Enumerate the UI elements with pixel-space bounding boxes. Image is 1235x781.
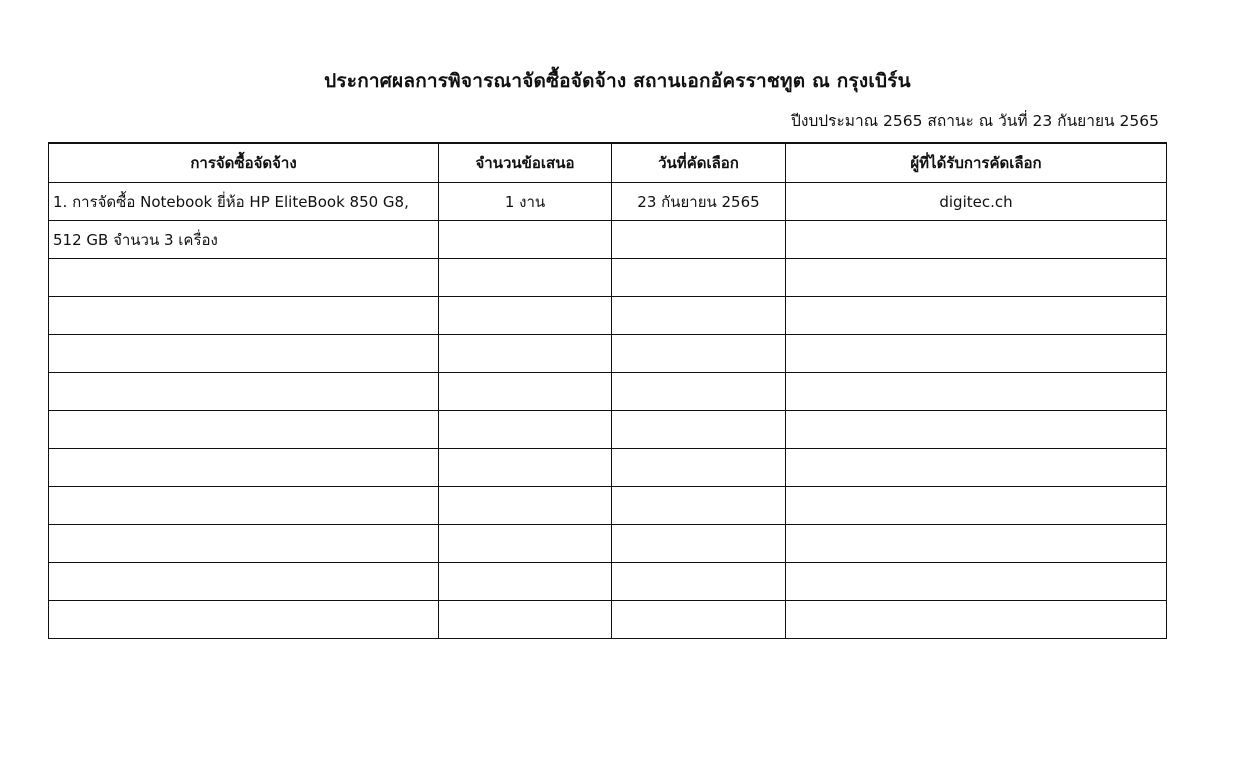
empty-cell <box>612 563 786 601</box>
empty-cell <box>439 487 612 525</box>
empty-cell <box>439 601 612 639</box>
empty-cell <box>439 449 612 487</box>
empty-cell <box>612 601 786 639</box>
table-row <box>49 449 1167 487</box>
table-header-row <box>49 143 1167 183</box>
empty-cell <box>612 525 786 563</box>
empty-cell <box>786 601 1167 639</box>
empty-cell <box>786 297 1167 335</box>
empty-cell <box>786 449 1167 487</box>
empty-cell <box>49 601 439 639</box>
header-winner: ผู้ที่ได้รับการคัดเลือก <box>786 143 1167 183</box>
empty-cell <box>612 221 786 259</box>
empty-cell <box>439 259 612 297</box>
empty-cell <box>49 259 439 297</box>
table-row <box>49 563 1167 601</box>
table-row <box>49 183 1167 221</box>
empty-cell <box>612 259 786 297</box>
empty-cell <box>612 335 786 373</box>
table-row <box>49 259 1167 297</box>
empty-cell <box>439 297 612 335</box>
empty-cell <box>439 335 612 373</box>
header-offers: จำนวนข้อเสนอ <box>439 143 612 183</box>
table-row <box>49 373 1167 411</box>
cell-winner: digitec.ch <box>786 183 1167 221</box>
header-date: วันที่คัดเลือก <box>612 143 786 183</box>
empty-cell <box>49 297 439 335</box>
empty-cell <box>612 487 786 525</box>
empty-cell <box>49 525 439 563</box>
procurement-table <box>48 142 1167 639</box>
empty-cell <box>786 563 1167 601</box>
header-item: การจัดซื้อจัดจ้าง <box>49 143 439 183</box>
cell-item-continued: 512 GB จำนวน 3 เครื่อง <box>49 221 439 259</box>
empty-cell <box>439 563 612 601</box>
empty-cell <box>49 487 439 525</box>
empty-cell <box>786 525 1167 563</box>
empty-cell <box>612 373 786 411</box>
empty-cell <box>786 373 1167 411</box>
document-subtitle: ปีงบประมาณ 2565 สถานะ ณ วันที่ 23 กันยายน 2565 <box>791 112 1159 130</box>
table-row <box>49 525 1167 563</box>
empty-cell <box>786 259 1167 297</box>
cell-item: 1. การจัดซื้อ Notebook ยี่ห้อ HP EliteBook 850 G8, <box>49 183 439 221</box>
empty-cell <box>612 411 786 449</box>
cell-offers: 1 งาน <box>439 183 612 221</box>
cell-date: 23 กันยายน 2565 <box>612 183 786 221</box>
table-row <box>49 411 1167 449</box>
empty-cell <box>612 297 786 335</box>
table-row <box>49 601 1167 639</box>
empty-cell <box>612 449 786 487</box>
empty-cell <box>49 563 439 601</box>
table-row <box>49 335 1167 373</box>
empty-cell <box>439 221 612 259</box>
table-row <box>49 297 1167 335</box>
document-title: ประกาศผลการพิจารณาจัดซื้อจัดจ้าง สถานเอกอัครราชทูต ณ กรุงเบิร์น <box>324 70 911 92</box>
table-row <box>49 487 1167 525</box>
empty-cell <box>439 525 612 563</box>
empty-cell <box>49 449 439 487</box>
empty-cell <box>439 373 612 411</box>
empty-cell <box>49 373 439 411</box>
table-row <box>49 221 1167 259</box>
empty-cell <box>786 221 1167 259</box>
empty-cell <box>786 335 1167 373</box>
empty-cell <box>786 411 1167 449</box>
empty-cell <box>786 487 1167 525</box>
empty-cell <box>49 335 439 373</box>
empty-cell <box>439 411 612 449</box>
empty-cell <box>49 411 439 449</box>
